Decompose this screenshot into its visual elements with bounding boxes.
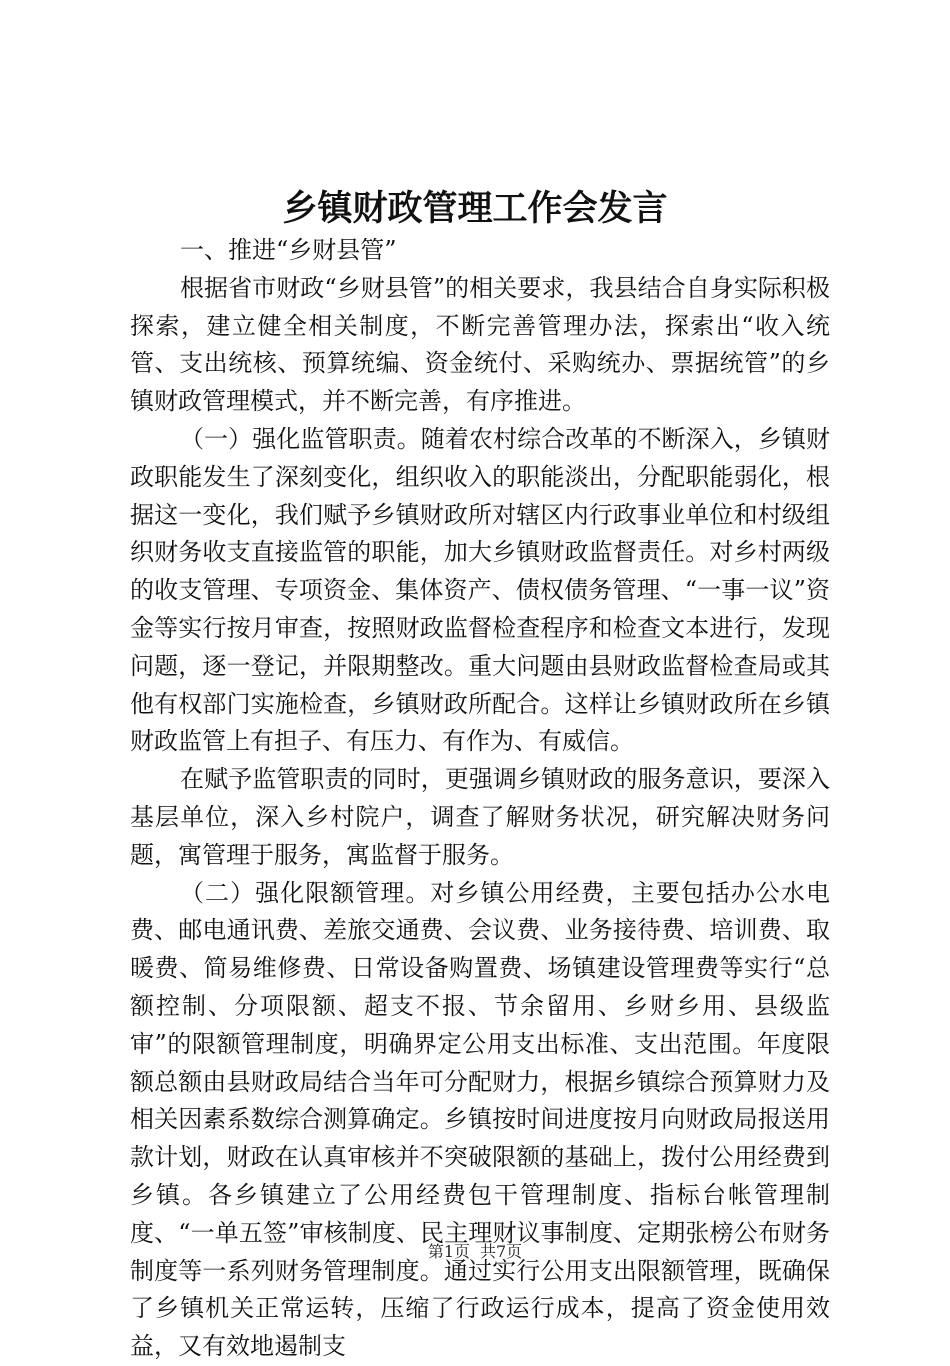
page-footer xyxy=(0,1240,950,1264)
paragraph-service: 在赋予监管职责的同时，更强调乡镇财政的服务意识，要深入基层单位，深入乡村院户，调查了解财务状况，研究解决财务问题，寓管理于服务，寓监督于服务。 xyxy=(130,765,830,869)
paragraph-intro: 根据省市财政“乡财县管”的相关要求，我县结合自身实际积极探索，建立健全相关制度，不断完善管理办法，探索出“收入统管、支出统核、预算统编、资金统付、采购统办、票据统管”的乡镇财政管理模式，并不断完善，有序推进。 xyxy=(130,273,830,416)
page-total: 共7页 xyxy=(480,1242,523,1261)
paragraph-supervision: （一）强化监管职责。随着农村综合改革的不断深入，乡镇财政职能发生了深刻变化，组织收入的职能淡出，分配职能弱化，根据这一变化，我们赋予乡镇财政所对辖区内行政事业单位和村级组织财务收支直接监管的职能，加大乡镇财政监督责任。对乡村两级的收支管理、专项资金、集体资产、债权债务管理、“一事一议”资金等实行按月审查，按照财政监督检查程序和检查文本进行，发现问题，逐一登记，并限期整改。重大问题由县财政监督检查局或其他有权部门实施检查，乡镇财政所配合。这样让乡镇财政所在乡镇财政监管上有担子、有压力、有作为、有威信。 xyxy=(130,424,830,756)
section-heading: 一、推进“乡财县管” xyxy=(180,236,397,264)
document-title: 乡镇财政管理工作会发言 xyxy=(282,188,668,229)
paragraph-quota-management: （二）强化限额管理。对乡镇公用经费，主要包括办公水电费、邮电通讯费、差旅交通费、会议费、业务接待费、培训费、取暖费、简易维修费、日常设备购置费、场镇建设管理费等实行“总额控制、分项限额、超支不报、节余留用、乡财乡用、县级监审”的限额管理制度，明确界定公用支出标准、支出范围。年度限额总额由县财政局结合当年可分配财力，根据乡镇综合预算财力及相关因素系数综合测算确定。乡镇按时间进度按月向财政局报送用款计划，财政在认真审核并不突破限额的基础上，拨付公用经费到乡镇。各乡镇建立了公用经费包干管理制度、指标台帐管理制度、“一单五签”审核制度、民主理财议事制度、定期张榜公布财务制度等一系列财务管理制度。通过实行公用支出限额管理，既确保了乡镇机关正常运转，压缩了行政运行成本，提高了资金使用效益，又有效地遏制支 xyxy=(130,878,830,1361)
document-body xyxy=(130,232,830,1366)
page-number: 第1页 xyxy=(427,1242,470,1261)
